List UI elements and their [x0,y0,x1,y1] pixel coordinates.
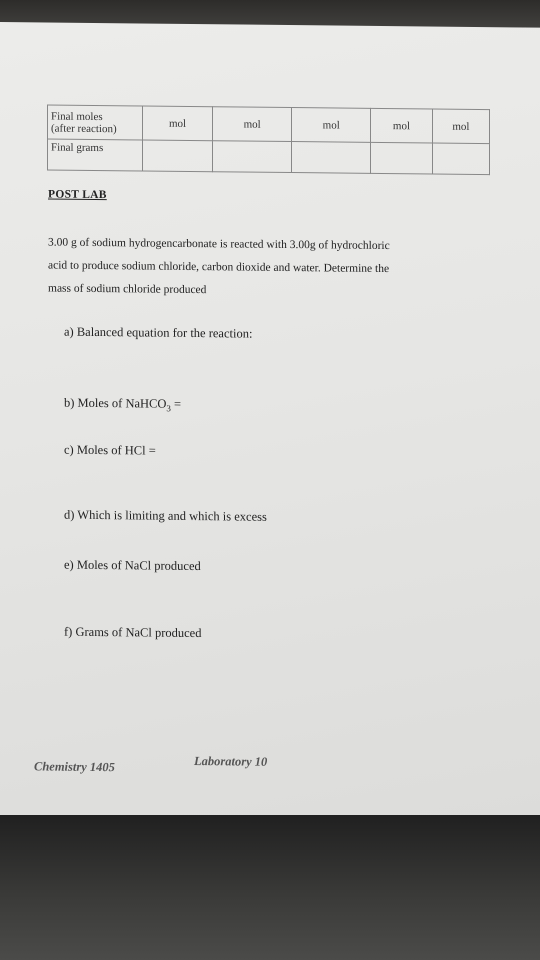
question-b-subscript: 3 [166,403,171,414]
question-e: e) Moles of NaCl produced [64,557,201,574]
cell-mol-5: mol [432,109,489,144]
footer-lab: Laboratory 10 [194,754,268,769]
row-label-final-moles [48,105,143,140]
question-c: c) Moles of HCl = [64,442,156,458]
label-line-1: Final moles [51,110,103,123]
table-row-final-moles [48,105,490,144]
cell-grams-2 [213,141,292,173]
table-row-final-grams [48,139,490,175]
problem-line-2: acid to produce sodium chloride, carbon dioxide and water. Determine the [48,259,390,276]
cell-grams-4 [371,142,433,174]
cell-mol-3: mol [292,108,371,143]
footer-course: Chemistry 1405 [34,759,115,775]
question-b-equals: = [170,396,182,411]
cell-grams-1 [142,140,212,172]
cell-mol-1: mol [142,106,212,141]
problem-line-1: 3.00 g of sodium hydrogencarbonate is reacted with 3.00g of hydrochloric [48,236,390,253]
cell-grams-3 [292,142,371,174]
question-b-text: b) Moles of NaHCO [64,395,167,411]
question-d: d) Which is limiting and which is excess [64,507,267,524]
row-label-final-grams: Final grams [48,139,143,171]
cell-grams-5 [432,143,489,175]
post-lab-heading: POST LAB [48,188,107,202]
results-table [47,104,490,175]
label-line-2: (after reaction) [51,122,117,135]
cell-mol-2: mol [213,107,292,142]
question-b [64,396,181,414]
worksheet-page [0,22,540,828]
question-f: f) Grams of NaCl produced [64,624,202,641]
cell-mol-4: mol [371,108,433,143]
background-bottom [0,815,540,960]
problem-line-3: mass of sodium chloride produced [48,282,207,297]
problem-statement [48,232,488,306]
question-a: a) Balanced equation for the reaction: [64,324,253,341]
